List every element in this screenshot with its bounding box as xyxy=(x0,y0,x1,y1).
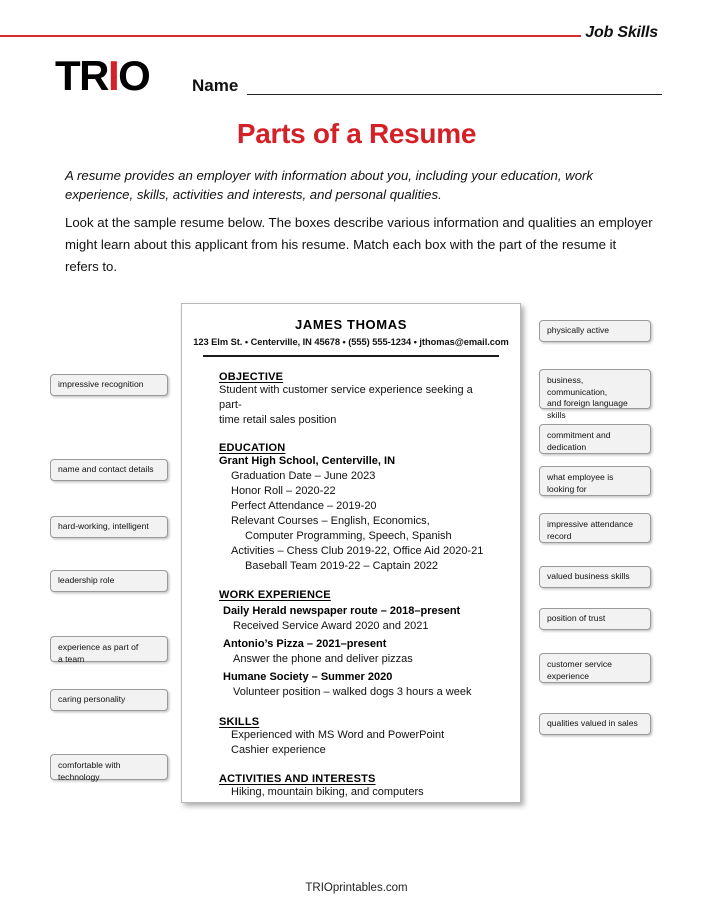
education-item: Relevant Courses – English, Economics, xyxy=(231,514,430,527)
answer-box-label: hard-working, intelligent xyxy=(58,521,149,532)
skills-item: Experienced with MS Word and PowerPoint xyxy=(231,728,445,741)
right-answer-box[interactable] xyxy=(539,566,651,588)
resume-section-activities xyxy=(219,773,498,800)
job-title: Antonio’s Pizza – 2021–present xyxy=(223,637,387,650)
job-title: Humane Society – Summer 2020 xyxy=(223,670,393,683)
footer-site-name: TRIOprintables.com xyxy=(305,882,408,894)
right-answer-box[interactable] xyxy=(539,653,651,683)
job-detail: Volunteer position – walked dogs 3 hours a week xyxy=(233,685,472,698)
name-write-in-line[interactable] xyxy=(247,94,662,95)
work-experience-heading: WORK EXPERIENCE xyxy=(219,588,331,601)
education-courses-continued: Computer Programming, Speech, Spanish xyxy=(245,529,452,542)
job-title: Daily Herald newspaper route – 2018–present xyxy=(223,604,461,617)
answer-box-label: comfortable with technology xyxy=(58,760,121,782)
job-detail: Received Service Award 2020 and 2021 xyxy=(233,619,429,632)
right-answer-box[interactable] xyxy=(539,424,651,454)
left-answer-box[interactable] xyxy=(50,516,168,538)
education-school: Grant High School, Centerville, IN xyxy=(219,454,396,467)
answer-box-label: physically active xyxy=(547,325,610,336)
right-answer-box[interactable] xyxy=(539,466,651,496)
section-label: Job Skills xyxy=(585,24,658,41)
answer-box-label: impressive recognition xyxy=(58,379,144,390)
skills-item: Cashier experience xyxy=(231,743,326,756)
right-answer-box[interactable] xyxy=(539,320,651,342)
left-answer-box[interactable] xyxy=(50,570,168,592)
activities-item: Hiking, mountain biking, and computers xyxy=(231,785,424,798)
left-answer-box[interactable] xyxy=(50,459,168,481)
answer-box-label: customer service experience xyxy=(547,659,612,681)
logo-prefix: TR xyxy=(55,52,108,99)
education-activities: Activities – Chess Club 2019-22, Office Aid 2020-21 xyxy=(231,544,484,557)
resume-header-divider xyxy=(203,355,499,357)
education-item: Graduation Date – June 2023 xyxy=(231,469,376,482)
right-answer-box[interactable] xyxy=(539,713,651,735)
page-title: Parts of a Resume xyxy=(236,118,477,149)
left-answer-box[interactable] xyxy=(50,374,168,396)
answer-box-label: commitment and dedication xyxy=(547,430,611,452)
answer-box-label: position of trust xyxy=(547,613,606,624)
resume-contact-line: 123 Elm St. • Centerville, IN 45678 • (555) 555-1234 • jthomas@email.com xyxy=(193,337,509,347)
answer-box-label: business, communication, and foreign language skills xyxy=(547,375,628,420)
sample-resume-card xyxy=(181,303,521,803)
education-activities-continued: Baseball Team 2019-22 – Captain 2022 xyxy=(245,559,439,572)
answer-box-label: impressive attendance record xyxy=(547,519,633,541)
activities-heading: ACTIVITIES AND INTERESTS xyxy=(219,772,376,785)
objective-line-1: Student with customer service experience seeking a part- xyxy=(219,383,473,411)
left-answer-box[interactable] xyxy=(50,754,168,780)
resume-applicant-name: JAMES THOMAS xyxy=(295,317,407,332)
name-label: Name xyxy=(192,76,239,95)
answer-box-label: valued business skills xyxy=(547,571,630,582)
intro-italic-text: A resume provides an employer with information about you, including your education, work experience, skills, activities and interests, and personal qualities. xyxy=(65,168,594,202)
answer-box-label: qualities valued in sales xyxy=(547,718,638,729)
answer-box-label: experience as part of a team xyxy=(58,642,139,664)
answer-box-label: name and contact details xyxy=(58,464,154,475)
resume-body xyxy=(182,371,520,800)
job-detail: Answer the phone and deliver pizzas xyxy=(233,652,413,665)
left-answer-box[interactable] xyxy=(50,636,168,662)
skills-heading: SKILLS xyxy=(219,715,260,728)
work-job-entry xyxy=(219,604,498,634)
answer-box-label: leadership role xyxy=(58,575,115,586)
name-field-row xyxy=(192,70,662,98)
right-answer-box[interactable] xyxy=(539,513,651,543)
resume-section-work-experience xyxy=(219,589,498,700)
logo-suffix: O xyxy=(118,52,150,99)
left-answer-box[interactable] xyxy=(50,689,168,711)
education-heading: EDUCATION xyxy=(219,441,286,454)
objective-line-2: time retail sales position xyxy=(219,413,337,426)
work-job-entry xyxy=(219,670,498,700)
right-answer-box[interactable] xyxy=(539,369,651,420)
resume-section-education xyxy=(219,442,498,574)
education-item: Honor Roll – 2020-22 xyxy=(231,484,336,497)
resume-section-objective xyxy=(219,371,498,428)
right-answer-box[interactable] xyxy=(539,608,651,630)
resume-section-skills xyxy=(219,716,498,758)
education-item: Perfect Attendance – 2019-20 xyxy=(231,499,377,512)
header-red-rule xyxy=(0,35,581,37)
trio-logo xyxy=(55,52,150,99)
answer-box-label: caring personality xyxy=(58,694,126,705)
logo-accent-letter: I xyxy=(108,52,119,99)
answer-box-label: what employee is looking for xyxy=(547,472,614,494)
work-job-entry xyxy=(219,637,498,667)
objective-heading: OBJECTIVE xyxy=(219,370,284,383)
intro-instructions-text: Look at the sample resume below. The boxes describe various information and qualities an employer might learn about this applicant from his resume. Match each box with the part of the resume it refers to. xyxy=(65,215,653,274)
